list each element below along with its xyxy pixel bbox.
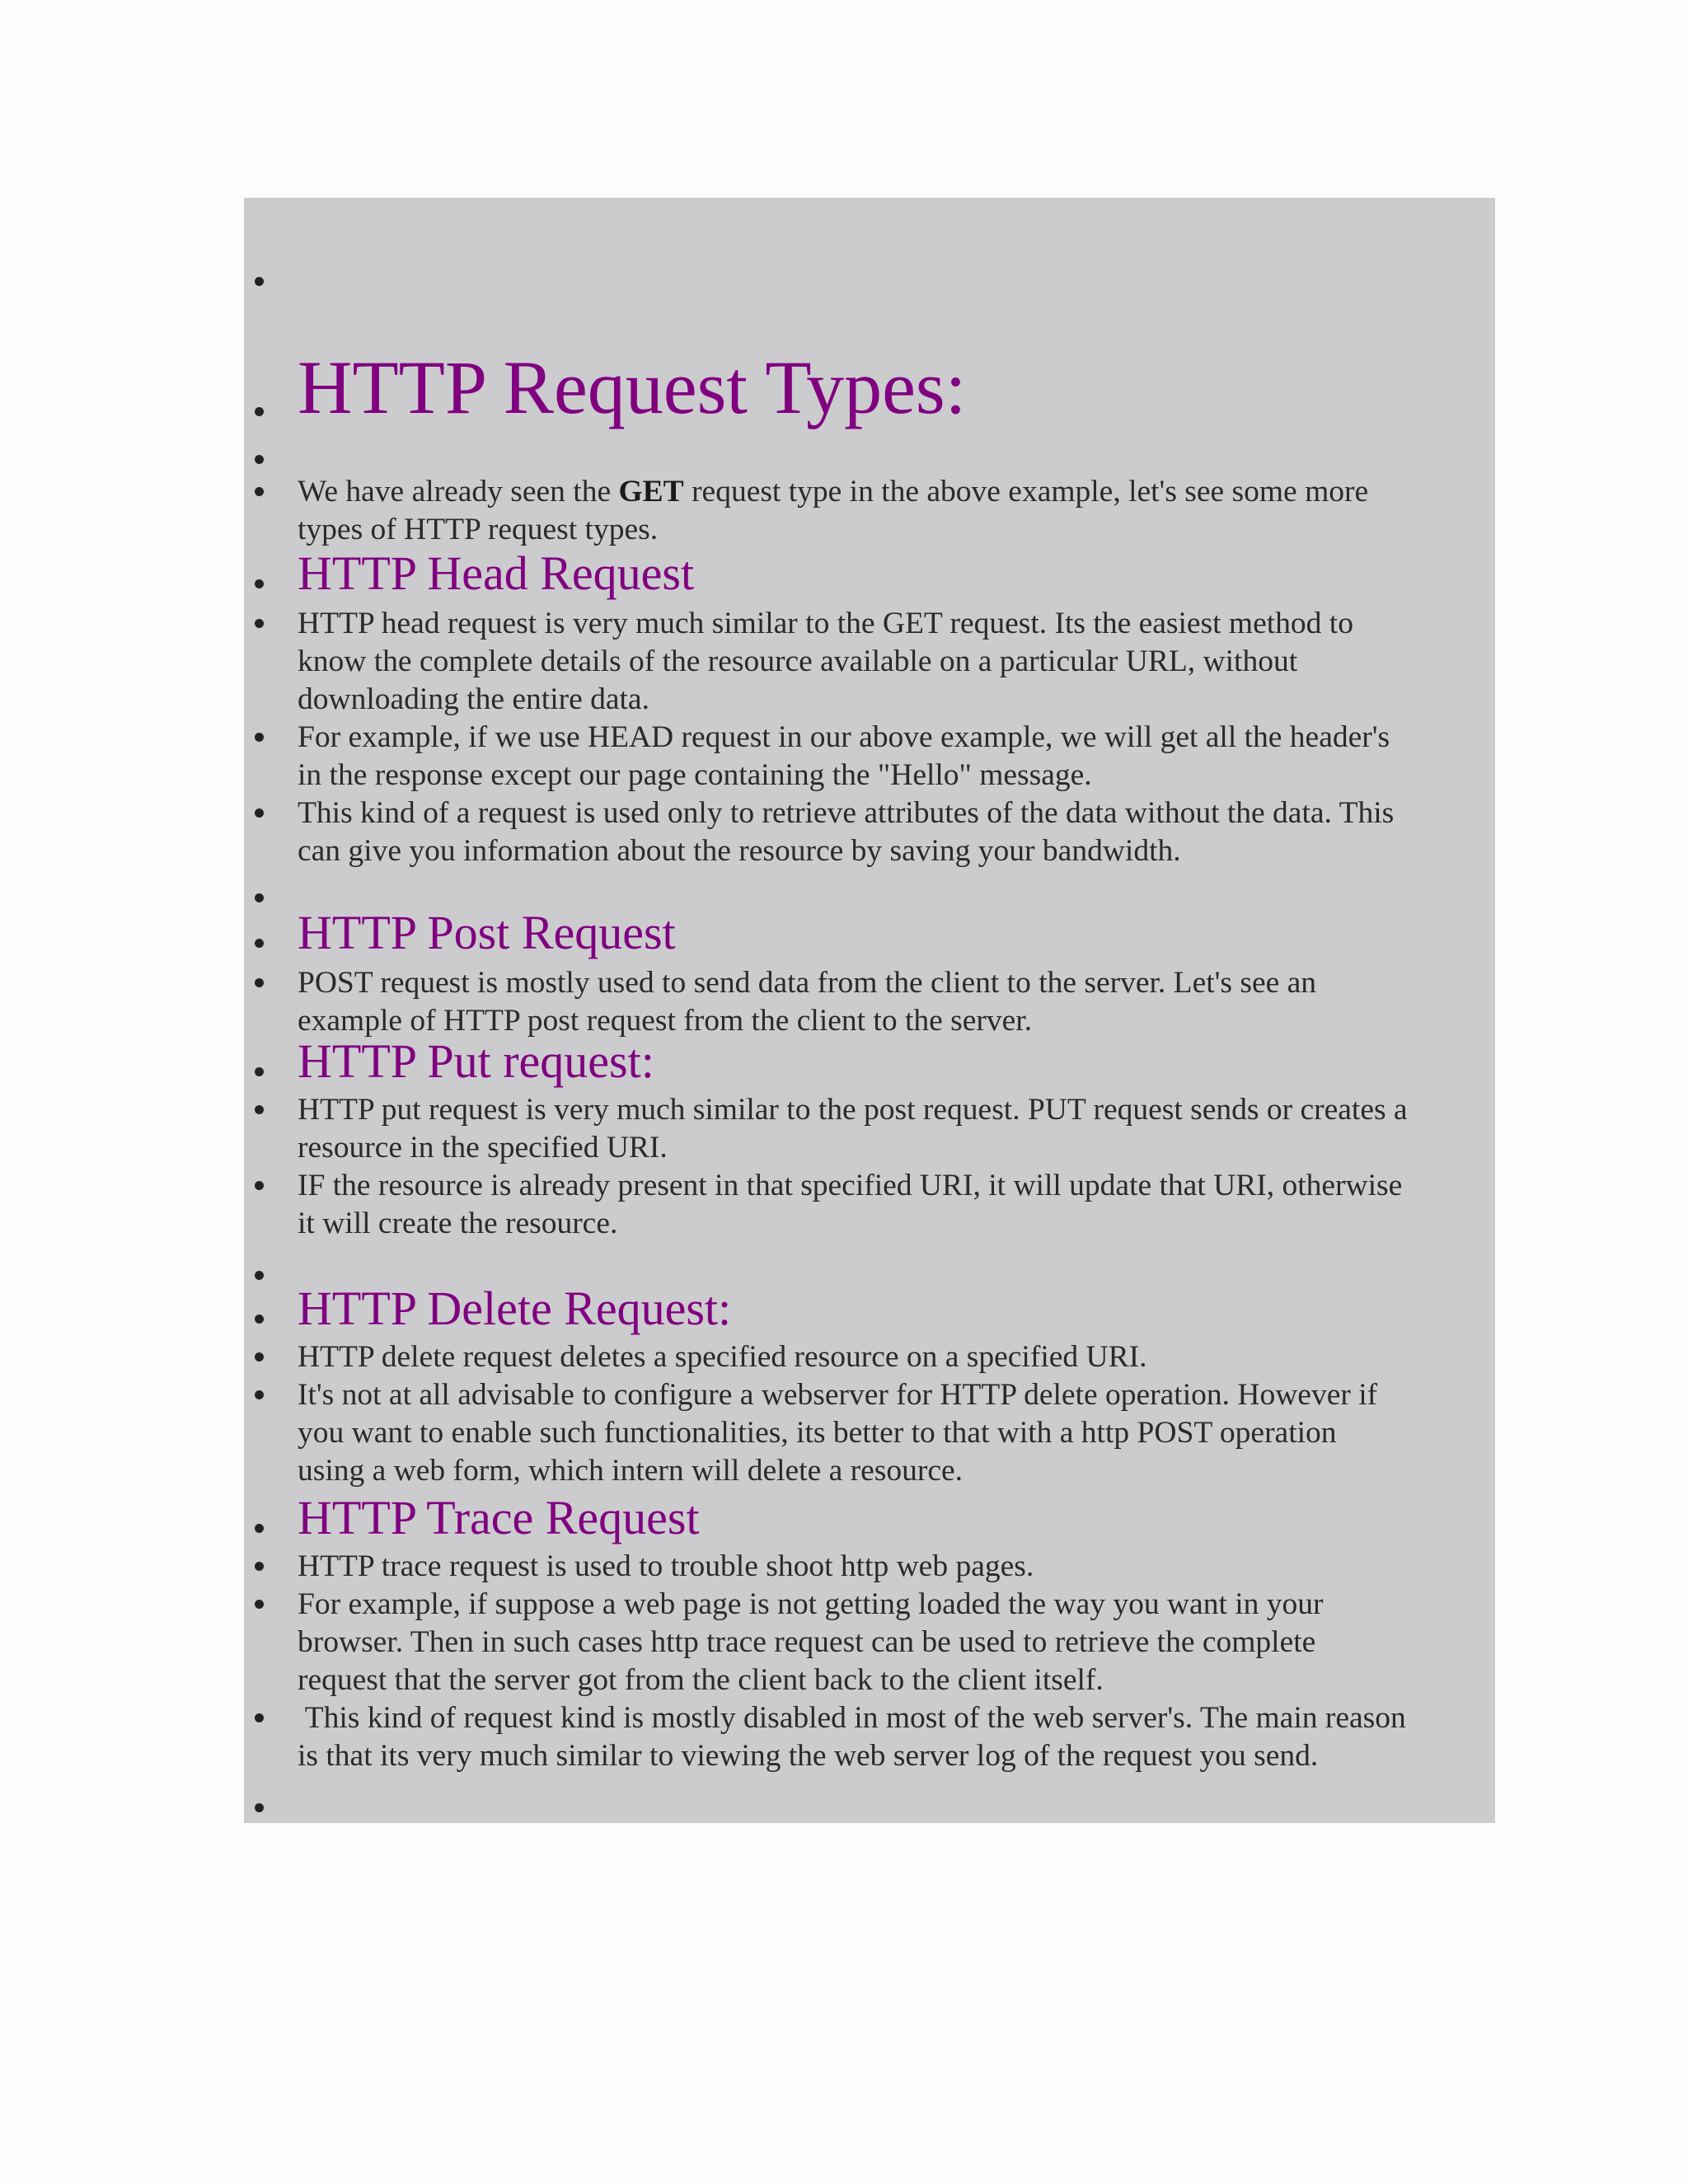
- paragraph-line: For example, if suppose a web page is not getting loaded the way you want in your: [298, 1587, 1324, 1621]
- bullet-icon: [255, 733, 264, 742]
- head-request-heading: HTTP Head Request: [298, 546, 695, 600]
- bullet-icon: [255, 1105, 264, 1114]
- bullet-icon: [255, 1352, 264, 1361]
- bullet-icon: [255, 407, 264, 416]
- bullet-icon: [255, 1315, 264, 1324]
- text-fragment: We have already seen the: [298, 475, 619, 509]
- trace-paragraph-3: [298, 1699, 1493, 1775]
- intro-paragraph: [298, 473, 1493, 549]
- bullet-icon: [255, 939, 264, 948]
- paragraph-line: HTTP head request is very much similar to the GET request. Its the easiest method to: [298, 607, 1353, 640]
- paragraph-line: For example, if we use HEAD request in our above example, we will get all the header's: [298, 720, 1390, 754]
- paragraph-line: example of HTTP post request from the client to the server.: [298, 1004, 1033, 1038]
- intro-line-2: types of HTTP request types.: [298, 513, 659, 546]
- paragraph-line: This kind of a request is used only to retrieve attributes of the data without the data. This: [298, 796, 1395, 830]
- intro-line-1: [298, 473, 1493, 511]
- bullet-icon: [255, 1600, 264, 1609]
- page-title: HTTP Request Types:: [298, 345, 967, 429]
- trace-paragraph-1: [298, 1548, 1493, 1586]
- text-fragment: request type in the above example, let's see some more: [683, 475, 1369, 509]
- paragraph-line: resource in the specified URI.: [298, 1131, 668, 1165]
- paragraph-line: it will create the resource.: [298, 1207, 618, 1240]
- trace-request-heading: HTTP Trace Request: [298, 1491, 700, 1544]
- delete-paragraph-2: [298, 1376, 1493, 1490]
- paragraph-line: in the response except our page containing the "Hello" message.: [298, 758, 1092, 792]
- paragraph-line: you want to enable such functionalities, its better to that with a http POST operation: [298, 1416, 1337, 1450]
- paragraph-line: is that its very much similar to viewing the web server log of the request you send.: [298, 1739, 1319, 1773]
- head-paragraph-3: [298, 794, 1493, 870]
- head-paragraph-1: [298, 605, 1493, 719]
- paragraph-line: HTTP delete request deletes a specified resource on a specified URI.: [298, 1340, 1147, 1374]
- bullet-icon: [255, 1271, 264, 1280]
- paragraph-line: HTTP trace request is used to trouble shoot http web pages.: [298, 1549, 1034, 1583]
- put-request-heading: HTTP Put request:: [298, 1034, 654, 1088]
- delete-paragraph-1: [298, 1338, 1493, 1376]
- bullet-icon: [255, 579, 264, 588]
- bullet-icon: [255, 1524, 264, 1533]
- bullet-icon: [255, 455, 264, 464]
- paragraph-line: can give you information about the resource by saving your bandwidth.: [298, 834, 1181, 868]
- bullet-icon: [255, 978, 264, 987]
- paragraph-line: request that the server got from the client back to the client itself.: [298, 1663, 1104, 1697]
- paragraph-line: IF the resource is already present in that specified URI, it will update that URI, otherwise: [298, 1169, 1403, 1202]
- bullet-icon: [255, 893, 264, 902]
- bullet-icon: [255, 277, 264, 286]
- paragraph-line: HTTP put request is very much similar to the post request. PUT request sends or creates a: [298, 1093, 1408, 1127]
- post-paragraph-1: [298, 964, 1493, 1040]
- post-request-heading: HTTP Post Request: [298, 906, 676, 959]
- get-keyword: GET: [618, 475, 684, 509]
- put-paragraph-1: [298, 1091, 1493, 1167]
- head-paragraph-2: [298, 719, 1493, 794]
- bullet-icon: [255, 1713, 264, 1722]
- bullet-icon: [255, 1803, 264, 1812]
- bullet-icon: [255, 1067, 264, 1076]
- delete-request-heading: HTTP Delete Request:: [298, 1282, 732, 1335]
- bullet-icon: [255, 1562, 264, 1571]
- paragraph-line: It's not at all advisable to configure a webserver for HTTP delete operation. However if: [298, 1378, 1378, 1412]
- bullet-icon: [255, 487, 264, 496]
- paragraph-line: know the complete details of the resource available on a particular URL, without: [298, 644, 1298, 678]
- bullet-icon: [255, 1181, 264, 1190]
- bullet-icon: [255, 619, 264, 628]
- paragraph-line: downloading the entire data.: [298, 682, 649, 716]
- paragraph-line: This kind of request kind is mostly disabled in most of the web server's. The main reason: [298, 1701, 1406, 1735]
- bullet-icon: [255, 808, 264, 818]
- paragraph-line: browser. Then in such cases http trace request can be used to retrieve the complete: [298, 1625, 1316, 1659]
- paragraph-line: using a web form, which intern will delete a resource.: [298, 1454, 964, 1488]
- trace-paragraph-2: [298, 1586, 1493, 1699]
- bullet-icon: [255, 1390, 264, 1399]
- document-panel: [244, 198, 1495, 1823]
- put-paragraph-2: [298, 1167, 1493, 1243]
- paragraph-line: POST request is mostly used to send data from the client to the server. Let's see an: [298, 966, 1317, 1000]
